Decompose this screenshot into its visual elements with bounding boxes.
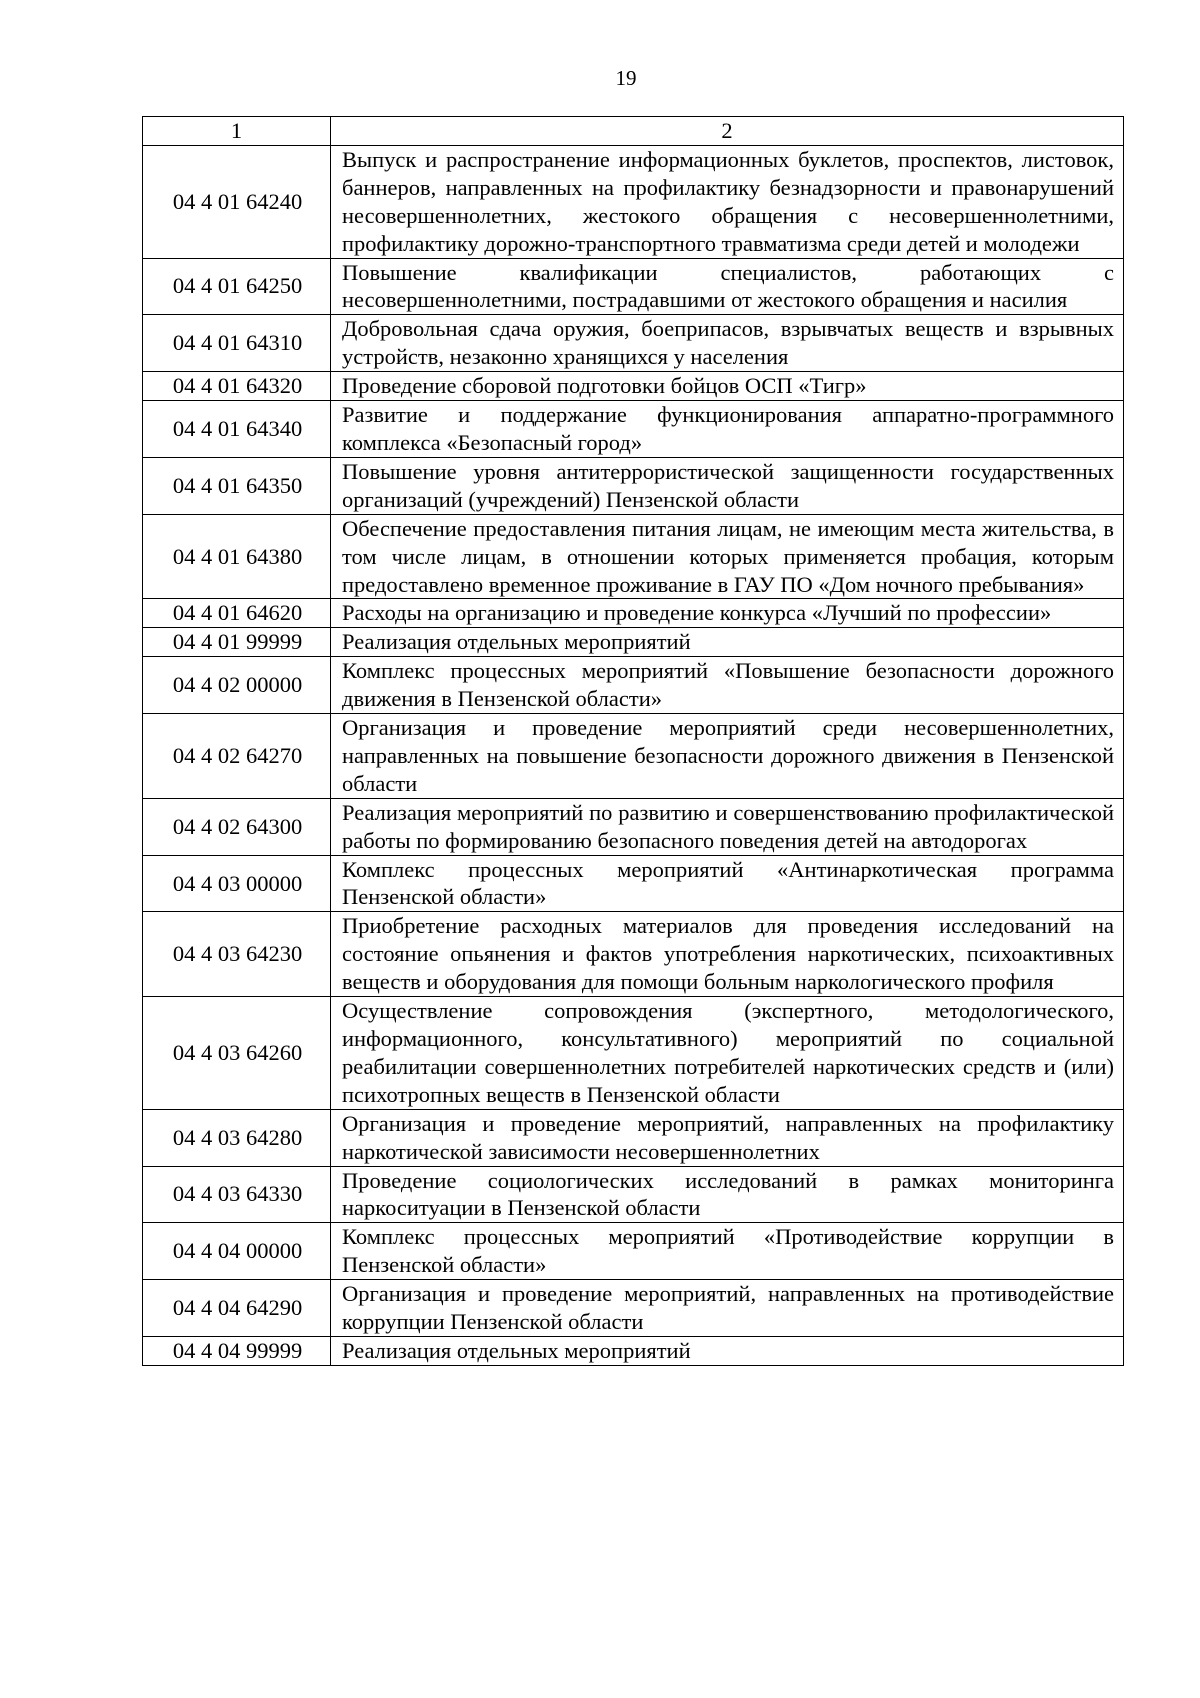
description-cell: Организация и проведение мероприятий, направленных на профилактику наркотической зависимости несовершеннолетних (331, 1109, 1124, 1166)
description-cell: Повышение уровня антитеррористической защищенности государственных организаций (учреждений) Пензенской области (331, 457, 1124, 514)
table-header-row (143, 117, 1124, 146)
budget-code-cell: 04 4 03 64230 (143, 912, 331, 997)
budget-code-cell: 04 4 01 64350 (143, 457, 331, 514)
table-row (143, 997, 1124, 1110)
table-row (143, 798, 1124, 855)
budget-code-cell: 04 4 02 64270 (143, 714, 331, 799)
page-number: 19 (615, 66, 637, 90)
description-cell: Выпуск и распространение информационных буклетов, проспектов, листовок, баннеров, направленных на профилактику безнадзорности и правонарушений несовершеннолетних, жестокого обращения с несовершеннолетними, профилактику дорожно-транспортного травматизма среди детей и молодежи (331, 145, 1124, 258)
table-row (143, 315, 1124, 372)
description-cell: Комплекс процессных мероприятий «Противодействие коррупции в Пензенской области» (331, 1223, 1124, 1280)
column-header-2: 2 (331, 117, 1124, 146)
table-row (143, 855, 1124, 912)
table-row (143, 1223, 1124, 1280)
description-cell: Добровольная сдача оружия, боеприпасов, взрывчатых веществ и взрывных устройств, незаконно хранящихся у населения (331, 315, 1124, 372)
table-row (143, 1280, 1124, 1337)
table-row (143, 628, 1124, 657)
table-row (143, 514, 1124, 599)
budget-code-cell: 04 4 03 64280 (143, 1109, 331, 1166)
table-row (143, 145, 1124, 258)
column-header-1: 1 (143, 117, 331, 146)
budget-code-cell: 04 4 02 00000 (143, 657, 331, 714)
budget-code-cell: 04 4 03 00000 (143, 855, 331, 912)
budget-code-cell: 04 4 01 64310 (143, 315, 331, 372)
budget-code-cell: 04 4 03 64260 (143, 997, 331, 1110)
budget-code-cell: 04 4 01 99999 (143, 628, 331, 657)
description-cell: Реализация отдельных мероприятий (331, 628, 1124, 657)
table-row (143, 258, 1124, 315)
description-cell: Расходы на организацию и проведение конкурса «Лучший по профессии» (331, 599, 1124, 628)
description-cell: Комплекс процессных мероприятий «Повышение безопасности дорожного движения в Пензенской области» (331, 657, 1124, 714)
budget-code-cell: 04 4 01 64240 (143, 145, 331, 258)
budget-code-cell: 04 4 01 64380 (143, 514, 331, 599)
table-row (143, 1166, 1124, 1223)
description-cell: Проведение сборовой подготовки бойцов ОСП «Тигр» (331, 372, 1124, 401)
description-cell: Реализация отдельных мероприятий (331, 1336, 1124, 1365)
table-row (143, 657, 1124, 714)
description-cell: Осуществление сопровождения (экспертного, методологического, информационного, консультативного) мероприятий по социальной реабилитации совершеннолетних потребителей наркотических средств и (или) психотропных веществ в Пензенской области (331, 997, 1124, 1110)
budget-code-cell: 04 4 03 64330 (143, 1166, 331, 1223)
description-cell: Проведение социологических исследований в рамках мониторинга наркоситуации в Пензенской области (331, 1166, 1124, 1223)
budget-code-cell: 04 4 01 64340 (143, 401, 331, 458)
description-cell: Повышение квалификации специалистов, работающих с несовершеннолетними, пострадавшими от жестокого обращения и насилия (331, 258, 1124, 315)
budget-code-cell: 04 4 01 64620 (143, 599, 331, 628)
table-body (143, 117, 1124, 1366)
budget-code-cell: 04 4 04 64290 (143, 1280, 331, 1337)
description-cell: Комплекс процессных мероприятий «Антинаркотическая программа Пензенской области» (331, 855, 1124, 912)
description-cell: Развитие и поддержание функционирования аппаратно-программного комплекса «Безопасный город» (331, 401, 1124, 458)
budget-code-cell: 04 4 04 00000 (143, 1223, 331, 1280)
description-cell: Обеспечение предоставления питания лицам, не имеющим места жительства, в том числе лицам, в отношении которых применяется пробация, которым предоставлено временное проживание в ГАУ ПО «Дом ночного пребывания» (331, 514, 1124, 599)
table-row (143, 599, 1124, 628)
table-row (143, 1109, 1124, 1166)
budget-code-cell: 04 4 01 64250 (143, 258, 331, 315)
table-row (143, 457, 1124, 514)
table-row (143, 1336, 1124, 1365)
description-cell: Организация и проведение мероприятий, направленных на противодействие коррупции Пензенской области (331, 1280, 1124, 1337)
budget-code-cell: 04 4 04 99999 (143, 1336, 331, 1365)
table-row (143, 401, 1124, 458)
table-row (143, 372, 1124, 401)
table-row (143, 912, 1124, 997)
budget-code-table (142, 116, 1124, 1366)
budget-code-cell: 04 4 02 64300 (143, 798, 331, 855)
description-cell: Реализация мероприятий по развитию и совершенствованию профилактической работы по формированию безопасного поведения детей на автодорогах (331, 798, 1124, 855)
description-cell: Организация и проведение мероприятий среди несовершеннолетних, направленных на повышение безопасности дорожного движения в Пензенской области (331, 714, 1124, 799)
description-cell: Приобретение расходных материалов для проведения исследований на состояние опьянения и фактов употребления наркотических, психоактивных веществ и оборудования для помощи больным наркологического профиля (331, 912, 1124, 997)
table-row (143, 714, 1124, 799)
budget-code-cell: 04 4 01 64320 (143, 372, 331, 401)
